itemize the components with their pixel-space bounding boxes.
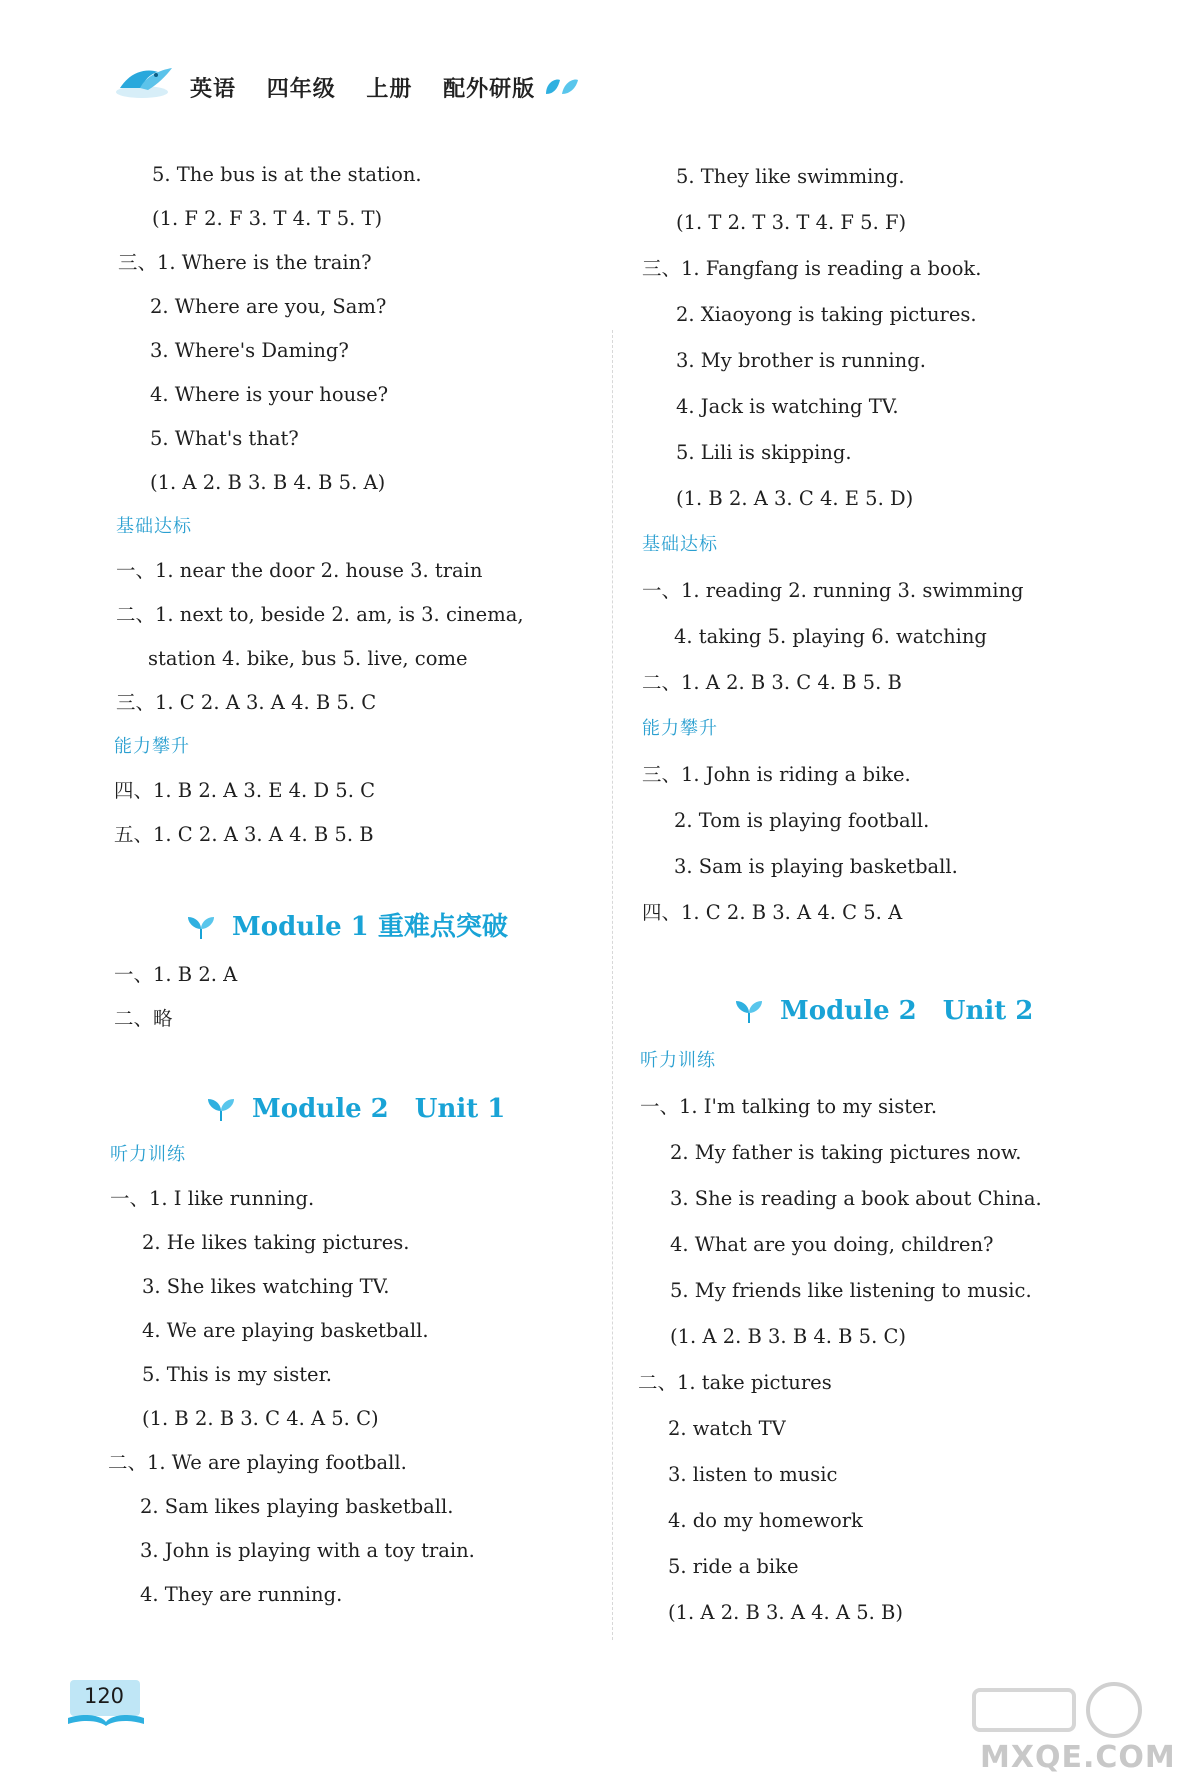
answer-line: 一、1. B 2. A bbox=[114, 963, 238, 986]
answer-line: 3. Where's Daming? bbox=[150, 339, 349, 362]
answer-line: 3. She is reading a book about China. bbox=[670, 1187, 1042, 1210]
header-title bbox=[190, 72, 557, 103]
section-heading-basic: 基础达标 bbox=[642, 534, 718, 555]
answer-key: (1. B 2. B 3. C 4. A 5. C) bbox=[142, 1407, 379, 1430]
answer-line: 4. What are you doing, children? bbox=[670, 1233, 994, 1256]
answer-line: 5. Lili is skipping. bbox=[676, 441, 852, 464]
answer-line: 3. Sam is playing basketball. bbox=[674, 855, 958, 878]
leaves-icon bbox=[544, 76, 580, 98]
answer-line: 5. ride a bike bbox=[668, 1555, 799, 1578]
answer-line: 3. She likes watching TV. bbox=[142, 1275, 390, 1298]
answer-line: 2. Tom is playing football. bbox=[674, 809, 930, 832]
answer-line: 3. listen to music bbox=[668, 1463, 838, 1486]
module-title-text: Module 1 重难点突破 bbox=[232, 912, 508, 942]
leaves-icon bbox=[186, 915, 216, 941]
unit-name: Unit 1 bbox=[414, 1094, 506, 1124]
answer-line: 5. The bus is at the station. bbox=[152, 163, 422, 186]
header-volume: 上册 bbox=[366, 77, 413, 102]
answer-line: 5. What's that? bbox=[150, 427, 299, 450]
answer-line: station 4. bike, bus 5. live, come bbox=[148, 647, 468, 670]
answer-line: 三、1. Fangfang is reading a book. bbox=[642, 257, 982, 280]
answer-line: 5. This is my sister. bbox=[142, 1363, 332, 1386]
column-divider bbox=[612, 330, 613, 1640]
answer-key: (1. T 2. T 3. T 4. F 5. F) bbox=[676, 211, 907, 234]
unit-name: Unit 2 bbox=[942, 996, 1034, 1026]
answer-line: 4. do my homework bbox=[668, 1509, 863, 1532]
answer-line: 3. John is playing with a toy train. bbox=[140, 1539, 475, 1562]
answer-line: 2. watch TV bbox=[668, 1417, 786, 1440]
module-title bbox=[206, 1092, 505, 1126]
answer-line: 五、1. C 2. A 3. A 4. B 5. B bbox=[114, 823, 374, 846]
answer-line: 2. Sam likes playing basketball. bbox=[140, 1495, 454, 1518]
answer-line: 一、1. I like running. bbox=[110, 1187, 315, 1210]
answer-line: 5. My friends like listening to music. bbox=[670, 1279, 1032, 1302]
answer-line: 2. Xiaoyong is taking pictures. bbox=[676, 303, 977, 326]
answer-line: 4. Jack is watching TV. bbox=[676, 395, 899, 418]
answer-line: 5. They like swimming. bbox=[676, 165, 905, 188]
header-subject: 英语 bbox=[190, 77, 237, 102]
answer-line: 4. They are running. bbox=[140, 1583, 343, 1606]
answer-line: 二、1. We are playing football. bbox=[108, 1451, 407, 1474]
answer-key: (1. F 2. F 3. T 4. T 5. T) bbox=[152, 207, 383, 230]
answer-key: (1. A 2. B 3. A 4. A 5. B) bbox=[668, 1601, 903, 1624]
section-heading-basic: 基础达标 bbox=[116, 516, 192, 537]
answer-line: 3. My brother is running. bbox=[676, 349, 926, 372]
answer-line: 四、1. B 2. A 3. E 4. D 5. C bbox=[114, 779, 376, 802]
answer-line: 三、1. Where is the train? bbox=[118, 251, 372, 274]
module-title bbox=[186, 910, 508, 944]
watermark-logo-icon bbox=[964, 1680, 1164, 1740]
answer-line: 2. Where are you, Sam? bbox=[150, 295, 387, 318]
answer-line: 三、1. C 2. A 3. A 4. B 5. C bbox=[116, 691, 377, 714]
section-heading-listening: 听力训练 bbox=[110, 1144, 186, 1165]
module-name: Module 2 bbox=[252, 1094, 389, 1124]
answer-line: 三、1. John is riding a bike. bbox=[642, 763, 911, 786]
module-title bbox=[734, 994, 1033, 1028]
page-number-badge bbox=[66, 1676, 146, 1728]
answer-line: 四、1. C 2. B 3. A 4. C 5. A bbox=[642, 901, 903, 924]
section-heading-advanced: 能力攀升 bbox=[642, 718, 718, 739]
module-name: Module 2 bbox=[780, 996, 917, 1026]
answer-line: 二、1. next to, beside 2. am, is 3. cinema, bbox=[116, 603, 524, 626]
answer-line: 2. My father is taking pictures now. bbox=[670, 1141, 1022, 1164]
bird-logo-icon bbox=[112, 62, 176, 106]
watermark-text: MXQE.COM bbox=[980, 1740, 1176, 1775]
answer-line: 二、1. A 2. B 3. C 4. B 5. B bbox=[642, 671, 902, 694]
page-header bbox=[112, 62, 632, 112]
answer-line: 4. Where is your house? bbox=[150, 383, 389, 406]
header-grade: 四年级 bbox=[266, 77, 336, 102]
leaves-icon bbox=[206, 1097, 236, 1123]
section-heading-listening: 听力训练 bbox=[640, 1050, 716, 1071]
answer-line: 4. We are playing basketball. bbox=[142, 1319, 429, 1342]
answer-line: 2. He likes taking pictures. bbox=[142, 1231, 410, 1254]
page-number: 120 bbox=[83, 1684, 125, 1708]
answer-line: 一、1. I'm talking to my sister. bbox=[640, 1095, 938, 1118]
answer-key: (1. B 2. A 3. C 4. E 5. D) bbox=[676, 487, 914, 510]
answer-key: (1. A 2. B 3. B 4. B 5. A) bbox=[150, 471, 386, 494]
answer-line: 4. taking 5. playing 6. watching bbox=[674, 625, 987, 648]
answer-line: 一、1. reading 2. running 3. swimming bbox=[642, 579, 1024, 602]
answer-line: 二、1. take pictures bbox=[638, 1371, 832, 1394]
answer-key: (1. A 2. B 3. B 4. B 5. C) bbox=[670, 1325, 907, 1348]
section-heading-advanced: 能力攀升 bbox=[114, 736, 190, 757]
leaves-icon bbox=[734, 999, 764, 1025]
answer-line: 一、1. near the door 2. house 3. train bbox=[116, 559, 483, 582]
answer-line: 二、略 bbox=[114, 1007, 173, 1030]
header-edition: 配外研版 bbox=[443, 77, 536, 102]
